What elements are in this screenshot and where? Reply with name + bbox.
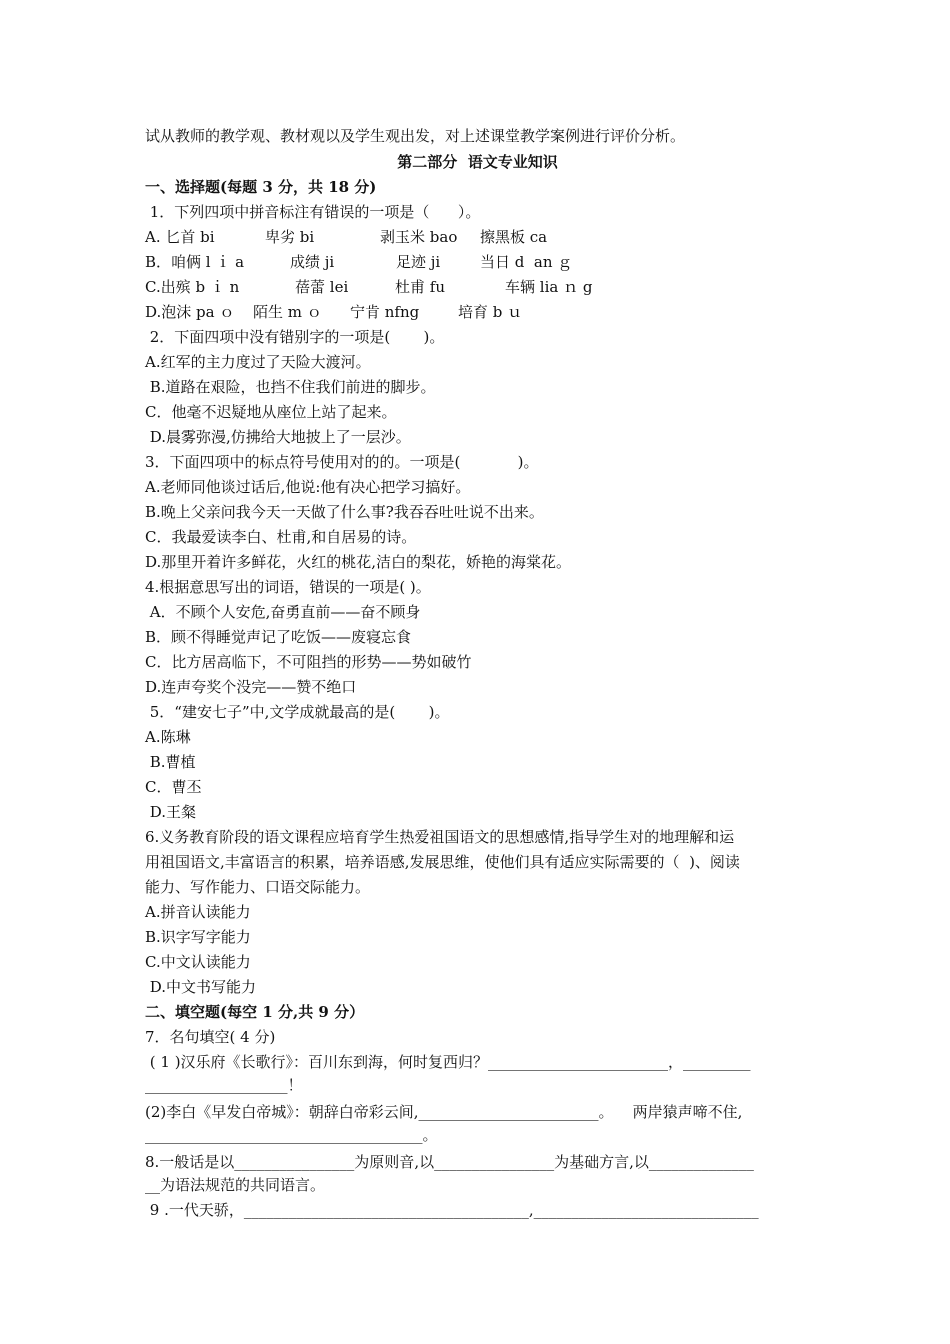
question-2-option-c: C．他毫不迟疑地从座位上站了起来。 — [145, 403, 397, 421]
question-6-line-2: 用祖国语文,丰富语言的积累，培养语感,发展思维，使他们具有适应实际需要的（ )、阅读 — [145, 853, 740, 871]
option-cell: 擦黑板 ca — [480, 228, 548, 246]
question-6-line-1: 6.义务教育阶段的语文课程应培育学生热爱祖国语文的思想感情,指导学生对的地理解和运 — [145, 828, 735, 846]
question-6-option-c: C.中文认读能力 — [145, 953, 251, 971]
question-7-part-2: (2)李白《早发白帝城》：朝辞白帝彩云间,________________________。 两岸猿声啼不住, — [145, 1103, 743, 1121]
question-3-option-d: D.那里开着许多鲜花，火红的桃花,洁白的梨花，娇艳的海棠花。 — [145, 553, 572, 571]
question-3-option-b: B.晚上父亲问我今天一天做了什么事?我吞吞吐吐说不出来。 — [145, 503, 544, 521]
question-7: 7．名句填空( 4 分) — [145, 1028, 276, 1046]
question-5-option-b: B.曹植 — [145, 753, 196, 771]
part-two-heading: 第二部分 语文专业知识 — [397, 153, 558, 171]
question-1-option-b — [145, 252, 810, 272]
section-one-heading: 一、选择题(每题 3 分，共 18 分) — [145, 178, 377, 196]
question-7-part-2-continued: _____________________________________。 — [145, 1126, 438, 1144]
option-cell: 蓓蕾 lei — [295, 278, 349, 296]
option-cell: C.出殡 b ｉ n — [145, 278, 240, 296]
question-3-option-c: C．我最爱读李白、杜甫,和自居易的诗。 — [145, 528, 417, 546]
question-9: 9 .一代天骄，______________________________________,______________________________ — [145, 1201, 759, 1219]
question-6-line-3: 能力、写作能力、口语交际能力。 — [145, 878, 371, 896]
option-cell: 足迹 ji — [396, 253, 441, 271]
question-5: 5．“建安七子”中,文学成就最高的是( )。 — [145, 703, 450, 721]
question-5-option-a: A.陈琳 — [145, 728, 191, 746]
option-cell: 培育 b ｕ — [458, 303, 523, 321]
question-4-option-b: B．顾不得睡觉声记了吃饭——废寝忘食 — [145, 628, 412, 646]
question-6-option-d: D.中文书写能力 — [145, 978, 257, 996]
question-5-option-d: D.王粲 — [145, 803, 197, 821]
question-5-option-c: C．曹丕 — [145, 778, 202, 796]
question-4-option-d: D.连声夸奖个没完——赞不绝口 — [145, 678, 357, 696]
option-cell: 车辆 lia ｎ g — [505, 278, 593, 296]
question-4-option-c: C．比方居高临下，不可阻挡的形势——势如破竹 — [145, 653, 472, 671]
question-8: 8.一般话是以________________为原则音,以________________为基础方言,以______________ — [145, 1153, 754, 1171]
intro-instruction: 试从教师的教学观、教材观以及学生观出发，对上述课堂教学案例进行评价分析。 — [145, 127, 686, 145]
section-two-heading: 二、填空题(每空 1 分,共 9 分） — [145, 1003, 365, 1021]
option-cell: 宁肯 nfng — [350, 303, 420, 321]
question-6-option-b: B.识字写字能力 — [145, 928, 251, 946]
option-cell: 杜甫 fu — [395, 278, 445, 296]
option-cell: 当日 d an ｇ — [480, 253, 573, 271]
option-cell: A. 匕首 bi — [145, 228, 215, 246]
question-7-part-1-continued: ___________________！ — [145, 1076, 303, 1094]
option-cell: 剥玉米 bao — [380, 228, 458, 246]
question-1-option-d — [145, 302, 810, 322]
option-cell: 卑劣 bi — [265, 228, 315, 246]
question-8-continued: __为语法规范的共同语言。 — [145, 1176, 326, 1194]
question-7-part-1: ( 1 )汉乐府《长歌行》：百川东到海，何时复西归？________________________，_________ — [145, 1053, 751, 1071]
question-1-option-c — [145, 277, 810, 297]
question-2-option-a: A.红军的主力度过了天险大渡河。 — [145, 353, 371, 371]
question-1: 1．下列四项中拼音标注有错误的一项是（ ）。 — [145, 203, 481, 221]
option-cell: B．咱俩 l ｉ a — [145, 253, 245, 271]
question-3-option-a: A.老师同他谈过话后,他说:他有决心把学习搞好。 — [145, 478, 471, 496]
question-4-option-a: A．不顾个人安危,奋勇直前——奋不顾身 — [145, 603, 421, 621]
question-2: 2．下面四项中没有错别字的一项是( )。 — [145, 328, 445, 346]
option-cell: 陌生 m ｏ — [253, 303, 322, 321]
question-3: 3．下面四项中的标点符号使用对的的。一项是( )。 — [145, 453, 539, 471]
question-4: 4.根据意思写出的词语，错误的一项是( )。 — [145, 578, 431, 596]
question-6-option-a: A.拼音认读能力 — [145, 903, 251, 921]
option-cell: 成绩 ji — [290, 253, 335, 271]
question-2-option-b: B.道路在艰险，也挡不住我们前进的脚步。 — [145, 378, 436, 396]
option-cell: D.泡沫 pa ｏ — [145, 303, 235, 321]
question-2-option-d: D.晨雾弥漫,仿拂给大地披上了一层沙。 — [145, 428, 411, 446]
question-1-option-a — [145, 227, 810, 247]
